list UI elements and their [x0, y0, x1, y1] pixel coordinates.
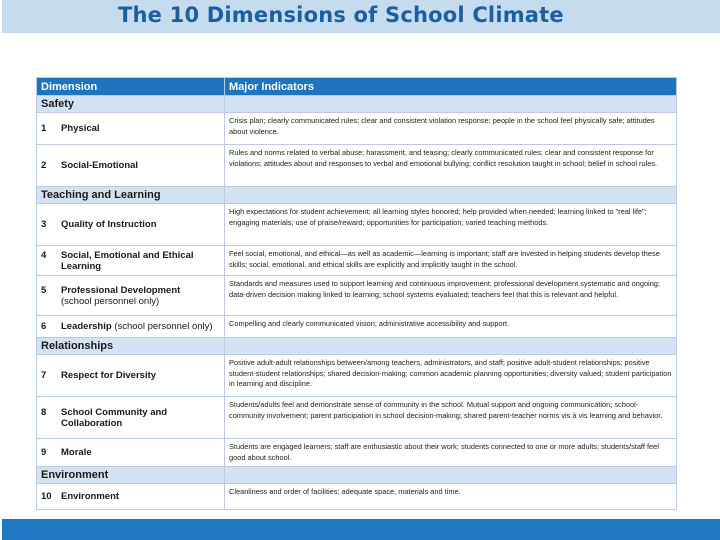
section-row-safety: [37, 96, 677, 113]
section-filler: [225, 467, 677, 484]
dimension-number: 3: [41, 219, 47, 230]
header-dimension: Dimension: [37, 78, 225, 96]
dimension-number: 9: [41, 447, 47, 458]
dimension-note: (school personnel only): [114, 321, 213, 332]
section-label: Safety: [37, 96, 225, 113]
dimension-number: 2: [41, 160, 47, 171]
dimension-note: (school personnel only): [61, 295, 160, 307]
indicators-cell: Feel social, emotional, and ethical—as well as academic—learning is important; staff are invested in helping students develop these skills; social, emotional, and ethical skills are explicitly and implicitly taught in the school.: [225, 246, 677, 276]
dimension-cell: [37, 113, 225, 145]
dimension-number: 4: [41, 249, 47, 261]
dimension-name: Respect for Diversity: [61, 370, 157, 381]
table-row: [37, 276, 677, 316]
dimension-name: Morale: [61, 447, 92, 458]
dimension-cell: [37, 276, 225, 316]
table-header-row: [37, 78, 677, 96]
table-row: [37, 439, 677, 467]
table-row: [37, 316, 677, 338]
section-row-teaching-and-learning: [37, 187, 677, 204]
indicators-cell: Compelling and clearly communicated vision; administrative accessibility and support.: [225, 316, 677, 338]
dimension-number: 6: [41, 321, 47, 332]
dimension-name-block: [61, 285, 216, 307]
dimension-name: Leadership: [61, 321, 112, 332]
indicators-cell: Rules and norms related to verbal abuse; harassment, and teasing; clearly communicated rules; clear and consistent response for violations; attitudes about and responses to verbal and emotional bullying; conflict resolution taught in school; belief in school rules.: [225, 145, 677, 187]
dimension-cell: [37, 397, 225, 439]
dimension-cell: [37, 145, 225, 187]
indicators-cell: Students are engaged learners; staff are enthusiastic about their work; students connected to one or more adults; students/staff feel good about school.: [225, 439, 677, 467]
dimension-number: 10: [41, 491, 52, 502]
section-filler: [225, 187, 677, 204]
dimension-name: School Community and Collaboration: [61, 406, 168, 429]
section-row-relationships: [37, 338, 677, 355]
indicators-cell: Crisis plan; clearly communicated rules; clear and consistent violation response; people in the school feel physically safe; attitudes about violence.: [225, 113, 677, 145]
section-label: Teaching and Learning: [37, 187, 225, 204]
indicators-cell: Standards and measures used to support learning and continuous improvement; professional development systematic and ongoing; data-driven decision making linked to learning; school systems evaluated; teachers feel that this is relevant and helpful.: [225, 276, 677, 316]
indicators-cell: Positive adult-adult relationships between/among teachers, administrators, and staff; positive adult-student relationships; positive student-student relationships; shared decision-making; common academic planning opportunities; diversity valued; student participation in learning and discipline.: [225, 355, 677, 397]
section-row-environment: [37, 467, 677, 484]
table-row: [37, 204, 677, 246]
dimension-number: 7: [41, 370, 47, 381]
dimension-cell: [37, 484, 225, 510]
table-row: [37, 397, 677, 439]
section-label: Relationships: [37, 338, 225, 355]
dimension-name: Social-Emotional: [61, 160, 139, 171]
indicators-cell: Students/adults feel and demonstrate sense of community in the school. Mutual support and ongoing communication; school-community involvement; parent participation in school decision-making; shared parent-teacher norms vis à vis learning and behavior.: [225, 397, 677, 439]
table-row: [37, 246, 677, 276]
dimension-cell: [37, 246, 225, 276]
dimension-name: Quality of Instruction: [61, 219, 157, 230]
dimension-name: Environment: [61, 491, 120, 502]
dimension-name: Professional Development: [61, 284, 181, 296]
dimension-cell: [37, 316, 225, 338]
section-filler: [225, 96, 677, 113]
section-label: Environment: [37, 467, 225, 484]
dimension-number: 1: [41, 123, 47, 134]
section-filler: [225, 338, 677, 355]
table-row: [37, 355, 677, 397]
dimension-cell: [37, 439, 225, 467]
dimension-name: Social, Emotional and Ethical Learning: [61, 249, 194, 272]
dimension-name: Physical: [61, 123, 100, 134]
indicators-cell: High expectations for student achievement; all learning styles honored; help provided when needed; learning linked to "real life"; engaging materials; use of praise/reward; opportunities for participation; varied teaching methods.: [225, 204, 677, 246]
dimension-cell: [37, 355, 225, 397]
title-banner: [2, 0, 720, 33]
indicators-cell: Cleanliness and order of facilities; adequate space, materials and time.: [225, 484, 677, 510]
page-title: The 10 Dimensions of School Climate: [118, 3, 564, 27]
footer-bar: [2, 519, 720, 540]
school-climate-table: [36, 77, 677, 510]
table-row: [37, 484, 677, 510]
dimension-number: 8: [41, 406, 47, 418]
dimension-cell: [37, 204, 225, 246]
table-row: [37, 113, 677, 145]
table-row: [37, 145, 677, 187]
dimension-number: 5: [41, 284, 47, 296]
header-major-indicators: Major Indicators: [225, 78, 677, 96]
